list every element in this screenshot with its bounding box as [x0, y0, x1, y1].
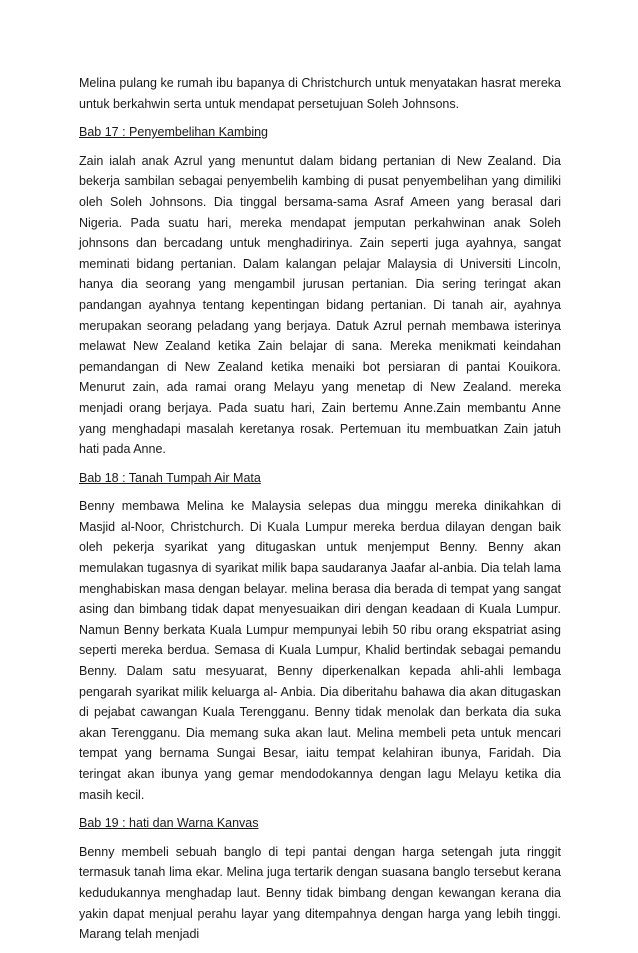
chapter-18-heading: Bab 18 : Tanah Tumpah Air Mata	[79, 470, 261, 485]
chapter-19-paragraph: Benny membeli sebuah banglo di tepi pantai dengan harga setengah juta ringgit termasuk tanah lima ekar. Melina juga tertarik dengan suasana banglo tersebut kerana kedudukannya menghadap laut. Benny tidak bimbang dengan kewangan kerana dia yakin dapat menjual perahu layar yang ditempahnya dengan harga yang lebih tinggi. Marang telah menjadi	[79, 844, 561, 942]
chapter-17-paragraph: Zain ialah anak Azrul yang menuntut dalam bidang pertanian di New Zealand. Dia bekerja sambilan sebagai penyembelih kambing di pusat penyembelihan yang dimiliki oleh Soleh Johnsons. Dia tinggal bersama-sama Asraf Ameen yang berasal dari Nigeria. Pada suatu hari, mereka mendapat jemputan perkahwinan anak Soleh johnsons dan bercadang untuk menghadirinya. Zain seperti juga ayahnya, sangat meminati bidang pertanian. Dalam kalangan pelajar Malaysia di Universiti Lincoln, hanya dia seorang yang mengambil jurusan pertanian. Dia sering teringat akan pandangan ayahnya tentang kepentingan bidang pertanian. Di tanah air, ayahnya merupakan seorang peladang yang berjaya. Datuk Azrul pernah membawa isterinya melawat New Zealand ketika Zain belajar di sana. Mereka menikmati keindahan pemandangan di New Zealand ketika menaiki bot persiaran di pantai Kouikora. Menurut zain, ada ramai orang Melayu yang menetap di New Zealand. mereka menjadi orang berjaya. Pada suatu hari, Zain bertemu Anne.Zain membantu Anne yang menghadapi masalah keretanya rosak. Pertemuan itu membuatkan Zain jatuh hati pada Anne.	[79, 153, 561, 457]
document-page	[79, 73, 561, 953]
intro-paragraph: Melina pulang ke rumah ibu bapanya di Christchurch untuk menyatakan hasrat mereka untuk berkahwin serta untuk mendapat persetujuan Soleh Johnsons.	[79, 76, 561, 111]
chapter-19-heading: Bab 19 : hati dan Warna Kanvas	[79, 816, 259, 831]
chapter-17-heading: Bab 17 : Penyembelihan Kambing	[79, 125, 269, 140]
chapter-18-paragraph: Benny membawa Melina ke Malaysia selepas dua minggu mereka dinikahkan di Masjid al-Noor, Christchurch. Di Kuala Lumpur mereka berdua dilayan dengan baik oleh pekerja syarikat yang ditugaskan untuk menjemput Benny. Benny akan memulakan tugasnya di syarikat milik bapa saudaranya Jaafar al-anbia. Dia telah lama menghabiskan masa dengan belayar. melina berasa dia berada di tempat yang sangat asing dan bimbang tidak dapat menyesuaikan diri dengan keadaan di Kuala Lumpur. Namun Benny berkata Kuala Lumpur mempunyai lebih 50 ribu orang ekspatriat asing seperti mereka berdua. Semasa di Kuala Lumpur, Khalid bertindak sebagai pemandu Benny. Dalam satu mesyuarat, Benny diperkenalkan kepada ahli-ahli lembaga pengarah syarikat milik keluarga al- Anbia. Dia diberitahu bahawa dia akan ditugaskan di pejabat cawangan Kuala Terengganu. Benny tidak menolak dan berkata dia suka akan Terengganu. Dia memang suka akan laut. Melina membeli peta untuk mencari tempat yang bernama Sungai Besar, iaitu tempat kelahiran ibunya, Faridah. Dia teringat akan ibunya yang gemar mendodokannya dengan lagu Melayu ketika dia masih kecil.	[79, 499, 561, 802]
